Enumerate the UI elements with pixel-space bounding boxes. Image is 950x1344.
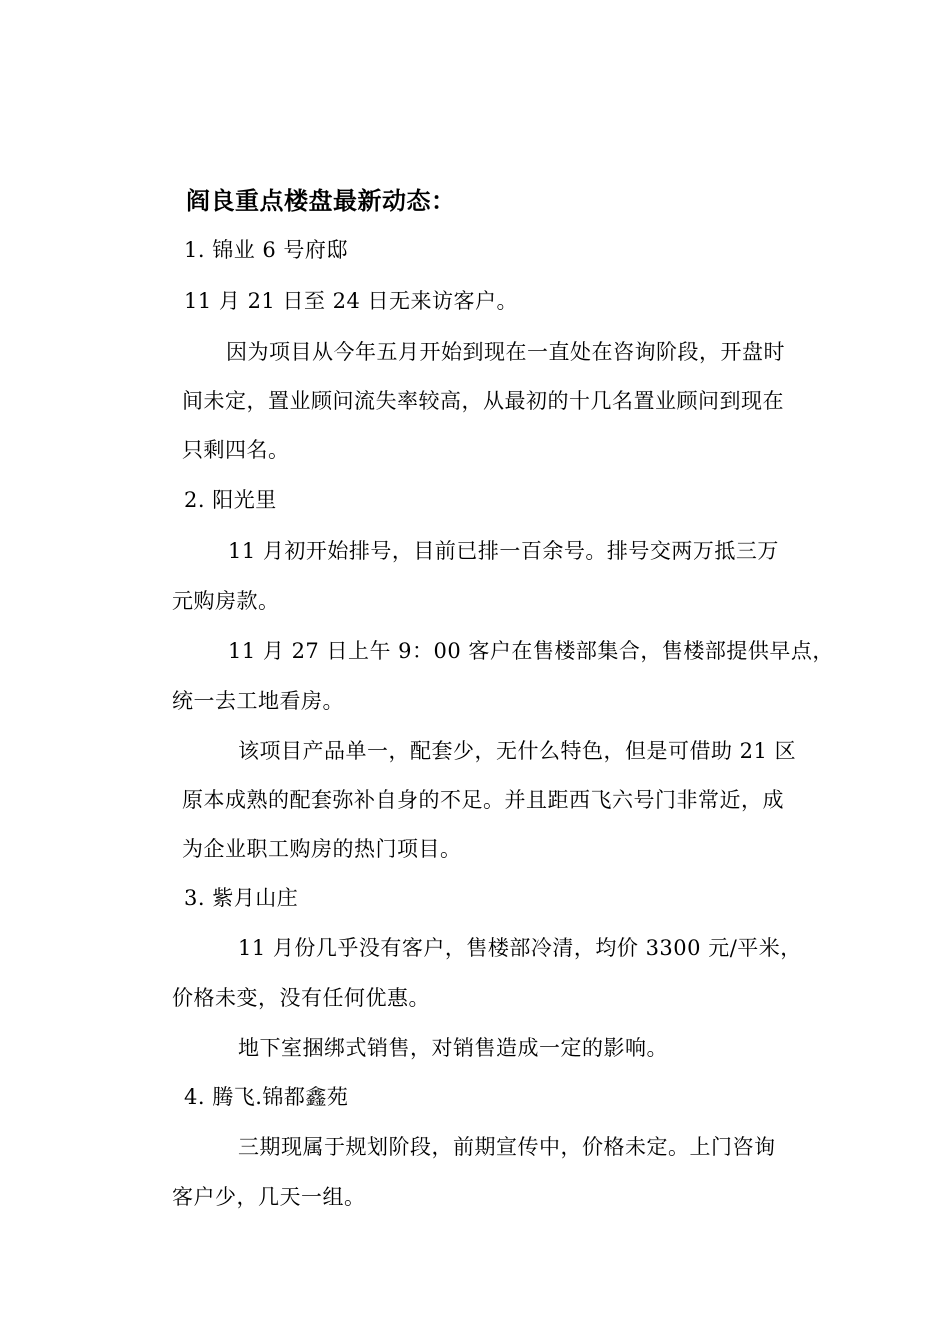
paragraph-line: 间未定，置业顾问流失率较高，从最初的十几名置业顾问到现在 [182,389,784,413]
paragraph-line: 11 月 21 日至 24 日无来访客户。 [184,289,519,313]
paragraph-line: 为企业职工购房的热门项目。 [182,837,462,861]
paragraph-line: 该项目产品单一，配套少，无什么特色，但是可借助 21 区 [238,739,797,763]
paragraph-line: 因为项目从今年五月开始到现在一直处在咨询阶段，开盘时 [226,340,785,364]
page-title: 阎良重点楼盘最新动态： [186,187,456,215]
section-heading-2: 2. 阳光里 [184,488,277,512]
paragraph-line: 客户少，几天一组。 [172,1185,366,1209]
paragraph-line: 统一去工地看房。 [172,689,344,713]
paragraph-line: 只剩四名。 [182,438,290,462]
section-heading-1: 1. 锦业 6 号府邸 [184,238,348,262]
paragraph-line: 地下室捆绑式销售，对销售造成一定的影响。 [238,1036,668,1060]
paragraph-line: 11 月 27 日上午 9：00 客户在售楼部集合，售楼部提供早点， [228,639,834,663]
paragraph-line: 11 月初开始排号，目前已排一百余号。排号交两万抵三万 [228,539,779,563]
paragraph-line: 原本成熟的配套弥补自身的不足。并且距西飞六号门非常近，成 [182,788,784,812]
section-heading-3: 3. 紫月山庄 [184,886,299,910]
paragraph-line: 元购房款。 [172,589,280,613]
section-heading-4: 4. 腾飞.锦都鑫苑 [184,1085,349,1109]
paragraph-line: 三期现属于规划阶段，前期宣传中，价格未定。上门咨询 [238,1135,776,1159]
paragraph-line: 11 月份几乎没有客户，售楼部冷清，均价 3300 元/平米， [238,936,802,960]
paragraph-line: 价格未变，没有任何优惠。 [172,986,430,1010]
